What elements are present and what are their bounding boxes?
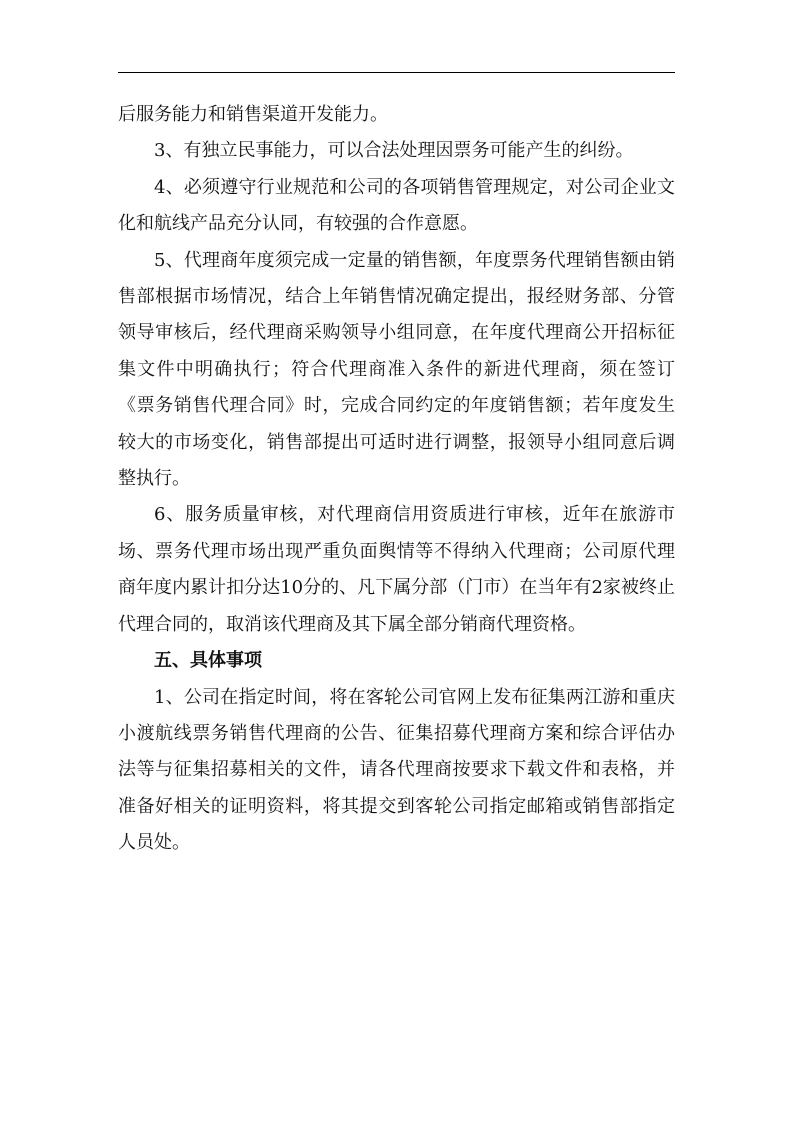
paragraph-continuation: 后服务能力和销售渠道开发能力。: [118, 104, 388, 125]
paragraph-item-5: 5、代理商年度须完成一定量的销售额，年度票务代理销售额由销售部根据市场情况，结合上年销售情况确定提出，报经财务部、分管领导审核后，经代理商采购领导小组同意，在年度代理商公开招标征集文件中明确执行；符合代理商准入条件的新进代理商，须在签订《票务销售代理合同》时，完成合同约定的年度销售额；若年度发生较大的市场变化，销售部提出可适时进行调整，报领导小组同意后调整执行。: [118, 249, 675, 490]
paragraph-item-1: 1、公司在指定时间，将在客轮公司官网上发布征集两江游和重庆小渡航线票务销售代理商的公告、征集招募代理商方案和综合评估办法等与征集招募相关的文件，请各代理商按要求下载文件和表格，并准备好相关的证明资料，将其提交到客轮公司指定邮箱或销售部指定人员处。: [118, 686, 675, 854]
document-body: [118, 97, 675, 862]
paragraph-item-3: 3、有独立民事能力，可以合法处理因票务可能产生的纠纷。: [154, 140, 634, 162]
paragraph-item-6: 6、服务质量审核，对代理商信用资质进行审核，近年在旅游市场、票务代理市场出现严重负面舆情等不得纳入代理商；公司原代理商年度内累计扣分达10分的、凡下属分部（门市）在当年有2家被终止代理合同的，取消该代理商及其下属全部分销商代理资格。: [118, 504, 675, 635]
header-rule: [118, 72, 675, 73]
section-heading: 五、具体事项: [154, 650, 262, 672]
paragraph-item-4: 4、必须遵守行业规范和公司的各项销售管理规定，对公司企业文化和航线产品充分认同，有较强的合作意愿。: [118, 176, 675, 235]
